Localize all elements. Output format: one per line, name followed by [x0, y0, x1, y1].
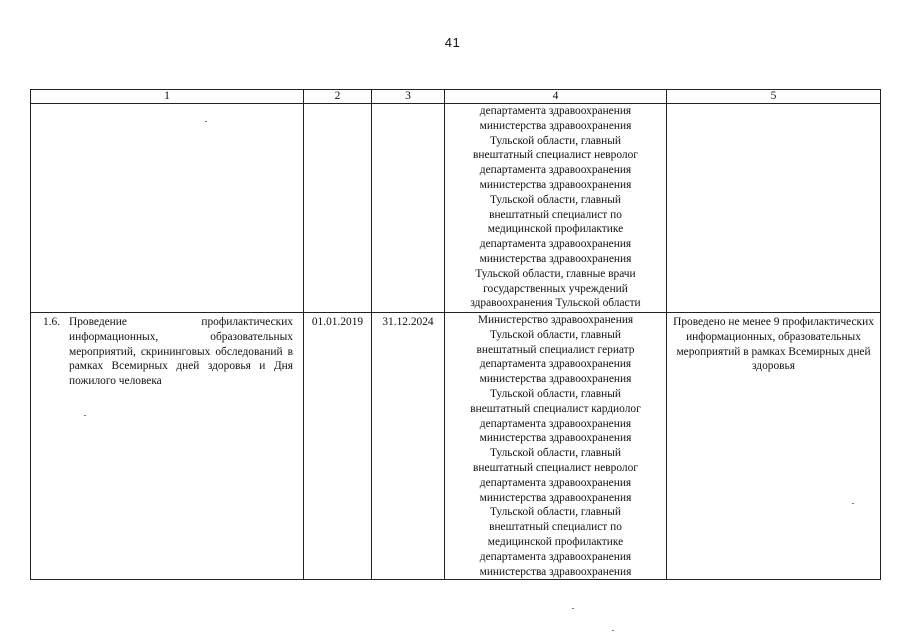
responsible-line: медицинской профилактике — [487, 535, 624, 548]
cont-col-1 — [31, 104, 304, 313]
responsible-line: министерства здравоохранения — [479, 491, 632, 504]
responsible-line: департамента здравоохранения — [479, 417, 632, 430]
responsible-line: внештатный специалист кардиолог — [470, 402, 641, 415]
scan-speck — [84, 415, 86, 416]
cont-responsible-line: Тульской области, главный — [490, 193, 621, 206]
cont-responsible-line: департамента здравоохранения — [479, 105, 632, 117]
responsible-line: департамента здравоохранения — [479, 476, 632, 489]
responsible-line: Министерство здравоохранения — [477, 314, 634, 326]
responsible-line: Тульской области, главный — [490, 387, 621, 400]
cont-responsible-line: государственных учреждений — [483, 282, 628, 295]
cont-responsible-line: внештатный специалист по — [489, 208, 622, 221]
start-date: 01.01.2019 — [304, 313, 372, 580]
cont-responsible-line: внештатный специалист невролог — [473, 149, 638, 162]
row-number: 1.6. — [43, 316, 61, 328]
responsible-cell — [445, 313, 667, 580]
scan-speck — [572, 608, 574, 609]
cont-responsible-line: здравоохранения Тульской области — [470, 297, 641, 310]
header-col-1: 1 — [31, 90, 304, 104]
activity-cell — [31, 313, 304, 580]
responsible-line: министерства здравоохранения — [479, 565, 632, 578]
cont-responsible-line: Тульской области, главные врачи — [475, 267, 636, 280]
page-number: 41 — [444, 35, 461, 50]
cont-responsible-line: министерства здравоохранения — [479, 178, 632, 191]
end-date: 31.12.2024 — [372, 313, 445, 580]
cont-responsible-line: министерства здравоохранения — [479, 252, 632, 265]
cont-responsible-cell — [445, 104, 667, 313]
scan-speck — [612, 630, 614, 631]
cont-responsible-line: Тульской области, главный — [490, 134, 621, 147]
responsible-line: Тульской области, главный — [490, 447, 621, 460]
result-cell: Проведено не менее 9 профилактических информационных, образовательных мероприятий в рамках Всемирных дней здоровья — [667, 313, 881, 580]
responsible-line: Тульской области, главный — [490, 506, 621, 519]
scan-speck — [852, 503, 854, 504]
cont-responsible-line: медицинской профилактике — [487, 223, 624, 236]
responsible-line: внештатный специалист по — [489, 521, 622, 534]
cont-col-3 — [372, 104, 445, 313]
scan-speck — [205, 121, 207, 122]
responsible-line: внештатный специалист невролог — [473, 461, 638, 474]
responsible-line: департамента здравоохранения — [479, 358, 632, 371]
header-col-4: 4 — [445, 90, 667, 104]
table-row-continuation — [31, 104, 881, 313]
table-header-row — [31, 90, 881, 104]
responsible-line: внештатный специалист гериатр — [476, 343, 635, 356]
header-col-2: 2 — [304, 90, 372, 104]
cont-responsible-line: департамента здравоохранения — [479, 238, 632, 251]
cont-responsible-line: министерства здравоохранения — [479, 119, 632, 132]
responsible-line: министерства здравоохранения — [479, 432, 632, 445]
header-col-3: 3 — [372, 90, 445, 104]
table-row-1-6 — [31, 313, 881, 580]
responsible-line: Тульской области, главный — [490, 328, 621, 341]
cont-responsible-line: департамента здравоохранения — [479, 164, 632, 177]
cont-col-2 — [304, 104, 372, 313]
activity-name: Проведение профилактических информационных, образовательных мероприятий, скрининговых обследований в рамках Всемирных дней здоровья и Дня пожилого человека — [69, 316, 293, 388]
responsible-line: департамента здравоохранения — [479, 550, 632, 563]
plan-table — [30, 89, 881, 580]
header-col-5: 5 — [667, 90, 881, 104]
cont-col-5 — [667, 104, 881, 313]
responsible-line: министерства здравоохранения — [479, 373, 632, 386]
